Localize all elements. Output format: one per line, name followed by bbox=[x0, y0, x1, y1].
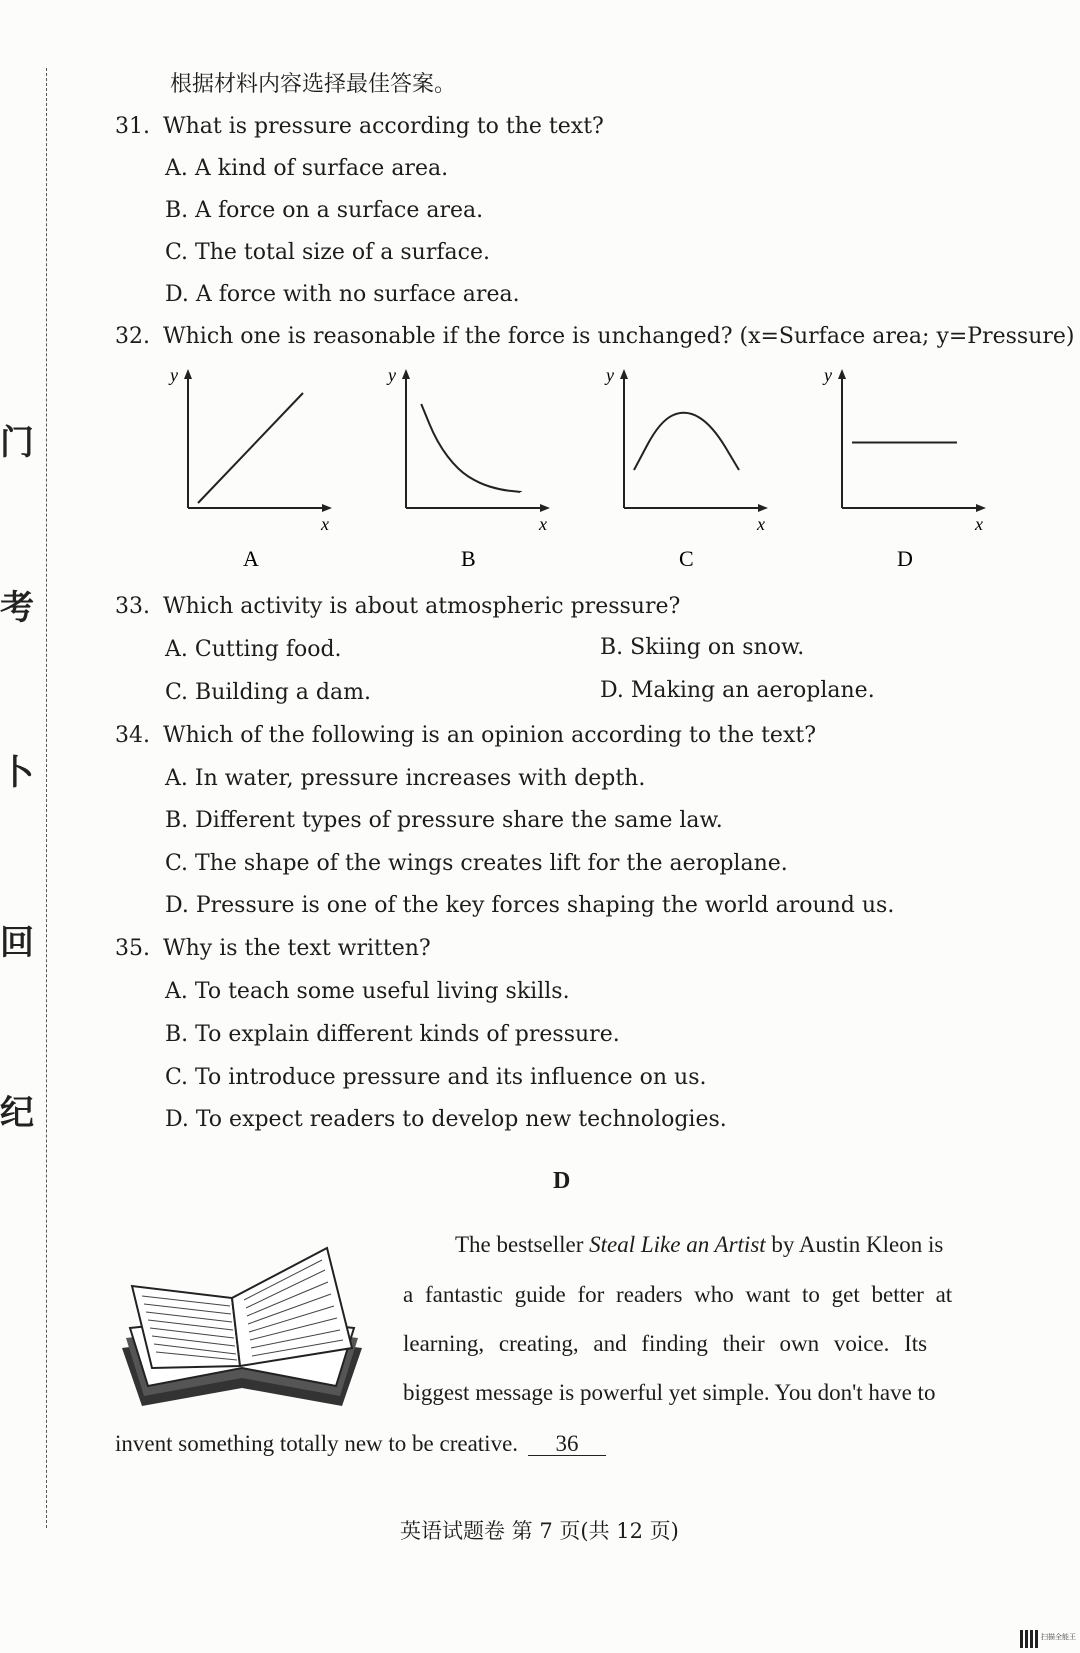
question-34: 34. Which of the following is an opinion according to the text? bbox=[115, 723, 816, 748]
graph-label-a: A bbox=[243, 546, 259, 571]
graph-curve-c bbox=[634, 413, 739, 470]
y-axis-label: y bbox=[170, 365, 178, 385]
option: A. Cutting food. bbox=[165, 637, 342, 662]
y-axis-label: y bbox=[606, 365, 614, 385]
option: C. Building a dam. bbox=[165, 680, 371, 705]
section-heading: D bbox=[553, 1168, 571, 1194]
graph-curve-a bbox=[198, 393, 303, 503]
option: D. Pressure is one of the key forces shaping the world around us. bbox=[165, 893, 895, 918]
option: B. To explain different kinds of pressure. bbox=[165, 1022, 620, 1047]
graph-options bbox=[170, 360, 1020, 580]
binding-margin-line bbox=[46, 68, 47, 1528]
option: C. To introduce pressure and its influence on us. bbox=[165, 1065, 707, 1090]
question-33: 33. Which activity is about atmospheric pressure? bbox=[115, 594, 681, 619]
option: D. A force with no surface area. bbox=[165, 282, 520, 307]
y-axis-arrow bbox=[620, 369, 628, 379]
scanner-watermark: 扫描全能王 bbox=[1041, 1633, 1076, 1641]
question-32: 32. Which one is reasonable if the force is unchanged? (x=Surface area; y=Pressure) bbox=[115, 324, 1075, 349]
y-axis-arrow bbox=[402, 369, 410, 379]
passage-line-2: a fantastic guide for readers who want to get better at bbox=[403, 1282, 953, 1307]
y-axis-label: y bbox=[388, 365, 396, 385]
answer-blank[interactable]: 36 bbox=[528, 1432, 606, 1456]
y-axis-arrow bbox=[838, 369, 846, 379]
option: D. Making an aeroplane. bbox=[600, 678, 875, 703]
option: B. Skiing on snow. bbox=[600, 635, 805, 660]
x-axis-arrow bbox=[540, 504, 550, 512]
option: B. A force on a surface area. bbox=[165, 198, 484, 223]
qr-code-icon bbox=[1020, 1630, 1038, 1648]
x-axis-arrow bbox=[976, 504, 986, 512]
x-axis-label: x bbox=[757, 514, 765, 534]
y-axis-label: y bbox=[824, 365, 832, 385]
instruction: 根据材料内容选择最佳答案。 bbox=[170, 72, 457, 97]
open-book-icon bbox=[112, 1238, 372, 1418]
graph-label-c: C bbox=[679, 546, 694, 571]
page-footer: 英语试题卷 第 7 页(共 12 页) bbox=[400, 1519, 679, 1543]
passage-line-1: The bestseller Steal Like an Artist by Austin Kleon is bbox=[455, 1232, 944, 1257]
option: C. The shape of the wings creates lift for the aeroplane. bbox=[165, 851, 788, 876]
option: A. To teach some useful living skills. bbox=[165, 979, 570, 1004]
option: D. To expect readers to develop new technologies. bbox=[165, 1107, 727, 1132]
option: A. A kind of surface area. bbox=[165, 156, 449, 181]
passage-line-3: learning, creating, and finding their own voice. Its bbox=[403, 1331, 928, 1356]
bleed-mark: 考 bbox=[0, 588, 34, 628]
graph-curve-b bbox=[421, 404, 521, 492]
bleed-mark: 门 bbox=[0, 423, 34, 463]
bleed-mark: 纪 bbox=[0, 1093, 34, 1133]
graph-label-d: D bbox=[897, 546, 913, 571]
x-axis-arrow bbox=[758, 504, 768, 512]
passage-line-5: invent something totally new to be creative. 36 bbox=[115, 1432, 606, 1456]
y-axis-arrow bbox=[184, 369, 192, 379]
option: B. Different types of pressure share the same law. bbox=[165, 808, 723, 833]
x-axis-label: x bbox=[321, 514, 329, 534]
graph-label-b: B bbox=[461, 546, 476, 571]
passage-line-4: biggest message is powerful yet simple. You don't have to bbox=[403, 1380, 936, 1405]
option: C. The total size of a surface. bbox=[165, 240, 490, 265]
question-31: 31. What is pressure according to the text? bbox=[115, 114, 604, 139]
bleed-mark: 回 bbox=[0, 923, 34, 963]
question-35: 35. Why is the text written? bbox=[115, 936, 431, 961]
x-axis-label: x bbox=[975, 514, 983, 534]
bleed-mark: 卜 bbox=[0, 753, 34, 793]
option: A. In water, pressure increases with depth. bbox=[165, 766, 646, 791]
x-axis-arrow bbox=[322, 504, 332, 512]
x-axis-label: x bbox=[539, 514, 547, 534]
